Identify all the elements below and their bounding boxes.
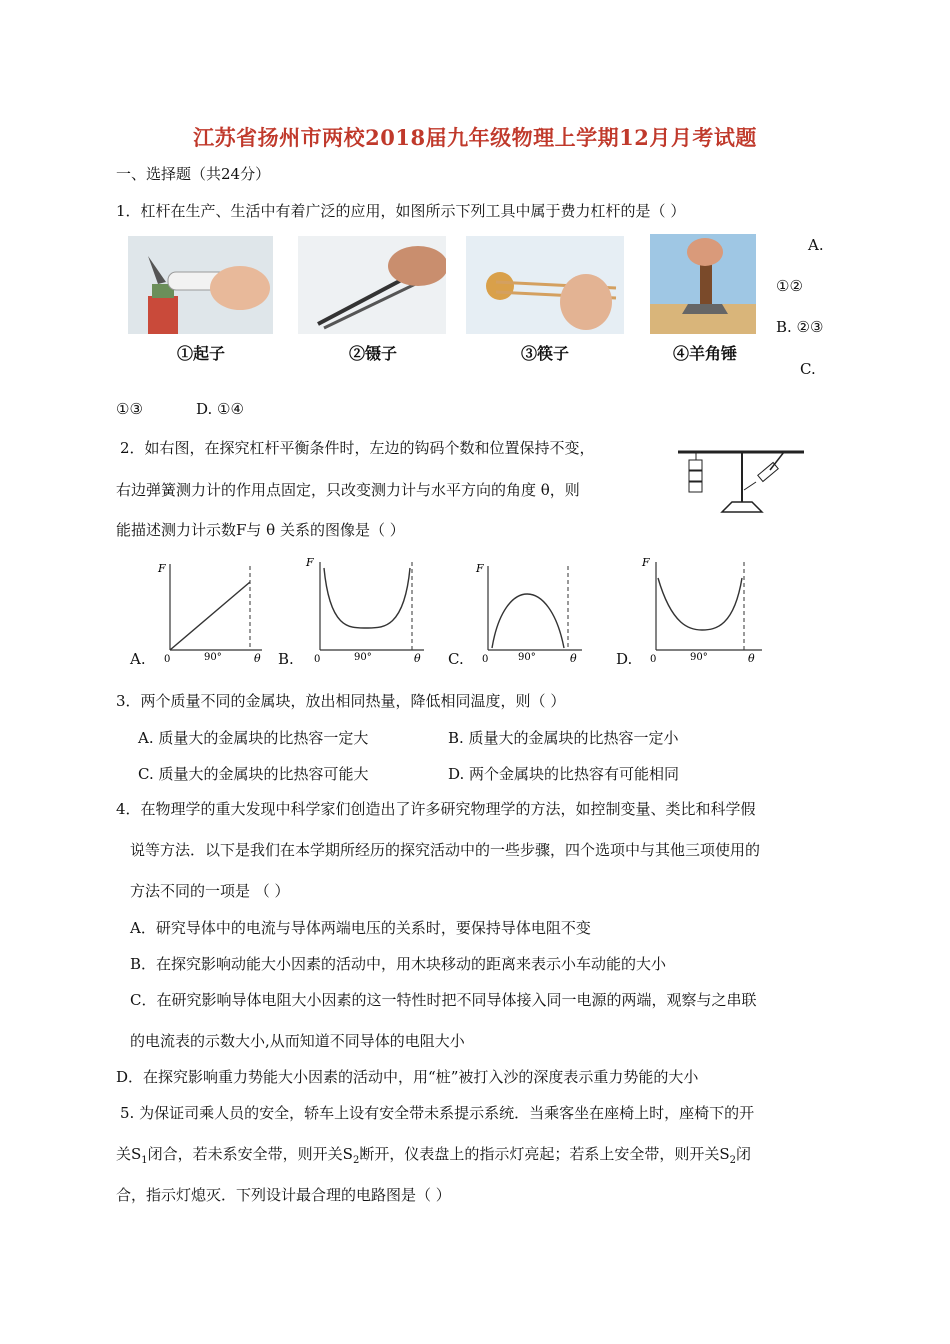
question-5-line1: 5. 为保证司乘人员的安全，轿车上设有安全带未系提示系统．当乘客坐在座椅上时，座椅下的开 bbox=[120, 1104, 755, 1122]
q1-option-c-label: C. bbox=[800, 360, 816, 378]
question-1-text: 1．杠杆在生产、生活中有着广泛的应用，如图所示下列工具中属于费力杠杆的是（ ） bbox=[116, 202, 686, 220]
question-2-line3: 能描述测力计示数F与 θ 关系的图像是（ ） bbox=[116, 521, 405, 539]
q3-option-a: A. 质量大的金属块的比热容一定大 bbox=[138, 729, 369, 747]
lever-apparatus-image bbox=[672, 440, 808, 518]
graph-d-letter: D. bbox=[616, 650, 633, 668]
graph-b-x-label: θ bbox=[414, 652, 421, 665]
graph-d-tick: 90° bbox=[690, 652, 708, 663]
caption-tweezers: ②镊子 bbox=[348, 344, 397, 363]
graph-d bbox=[640, 550, 768, 666]
graph-b bbox=[300, 550, 430, 666]
caption-opener: ①起子 bbox=[176, 344, 225, 363]
question-2-line1: 2．如右图，在探究杠杆平衡条件时，左边的钩码个数和位置保持不变， bbox=[120, 439, 595, 457]
bottle-opener-image bbox=[128, 236, 273, 334]
graph-c-y-label: F bbox=[476, 562, 484, 575]
graph-b-tick: 90° bbox=[354, 652, 372, 663]
caption-chopsticks: ③筷子 bbox=[520, 344, 569, 363]
q4-option-d: D．在探究影响重力势能大小因素的活动中，用“桩”被打入沙的深度表示重力势能的大小 bbox=[116, 1068, 699, 1086]
question-4-line3: 方法不同的一项是 （ ） bbox=[130, 882, 290, 900]
question-5-line2: 关$S_1$闭合，若未系安全带，则开关$S_2$断开，仪表盘上的指示灯亮起；若系上安全带，则开关$S_2$闭 bbox=[116, 1145, 751, 1166]
tweezers-image bbox=[298, 236, 446, 334]
graph-b-origin: 0 bbox=[314, 654, 321, 665]
graph-b-letter: B. bbox=[278, 650, 294, 668]
graph-c-tick: 90° bbox=[518, 652, 536, 663]
graph-a-y-label: F bbox=[158, 562, 166, 575]
graph-d-y-label: F bbox=[642, 556, 650, 569]
graph-a-tick: 90° bbox=[204, 652, 222, 663]
question-2-line2: 右边弹簧测力计的作用点固定，只改变测力计与水平方向的角度 θ，则 bbox=[116, 481, 580, 499]
graph-d-x-label: θ bbox=[748, 652, 755, 665]
question-3-text: 3．两个质量不同的金属块，放出相同热量，降低相同温度，则（ ） bbox=[116, 692, 566, 710]
chopsticks-image bbox=[466, 236, 624, 334]
caption-hammer: ④羊角锤 bbox=[672, 344, 737, 363]
q1-option-a-label: A. bbox=[808, 236, 824, 254]
q1-option-c-value: ①③ bbox=[116, 400, 143, 418]
q3-option-c: C. 质量大的金属块的比热容可能大 bbox=[138, 765, 369, 783]
q4-option-c-line1: C．在研究影响导体电阻大小因素的这一特性时把不同导体接入同一电源的两端，观察与之串联 bbox=[130, 991, 757, 1009]
q3-option-d: D. 两个金属块的比热容有可能相同 bbox=[448, 765, 680, 783]
q4-option-a: A．研究导体中的电流与导体两端电压的关系时，要保持导体电阻不变 bbox=[130, 919, 591, 937]
q4-option-c-line2: 的电流表的示数大小,从而知道不同导体的电阻大小 bbox=[130, 1032, 465, 1050]
graph-a-x-label: θ bbox=[254, 652, 261, 665]
q1-option-b: B. ②③ bbox=[776, 318, 824, 336]
graph-a bbox=[150, 556, 270, 666]
graph-c bbox=[470, 556, 590, 666]
q1-option-d: D. ①④ bbox=[196, 400, 244, 418]
graph-d-origin: 0 bbox=[650, 654, 657, 665]
q3-option-b: B. 质量大的金属块的比热容一定小 bbox=[448, 729, 679, 747]
q4-option-b: B．在探究影响动能大小因素的活动中，用木块移动的距离来表示小车动能的大小 bbox=[130, 955, 667, 973]
question-4-line2: 说等方法．以下是我们在本学期所经历的探究活动中的一些步骤，四个选项中与其他三项使用的 bbox=[130, 841, 761, 859]
page-title: 江苏省扬州市两校2018届九年级物理上学期12月月考试题 bbox=[193, 125, 757, 150]
hammer-image bbox=[650, 234, 756, 334]
graph-a-origin: 0 bbox=[164, 654, 171, 665]
graph-a-letter: A. bbox=[130, 650, 146, 668]
graph-b-y-label: F bbox=[306, 556, 314, 569]
graph-c-origin: 0 bbox=[482, 654, 489, 665]
question-5-line3: 合，指示灯熄灭．下列设计最合理的电路图是（ ） bbox=[116, 1186, 451, 1204]
q1-option-a-value: ①② bbox=[776, 277, 803, 295]
question-4-line1: 4．在物理学的重大发现中科学家们创造出了许多研究物理学的方法，如控制变量、类比和科学假 bbox=[116, 800, 756, 818]
section-heading: 一、选择题（共24分） bbox=[116, 165, 271, 183]
graph-c-letter: C. bbox=[448, 650, 464, 668]
graph-c-x-label: θ bbox=[570, 652, 577, 665]
